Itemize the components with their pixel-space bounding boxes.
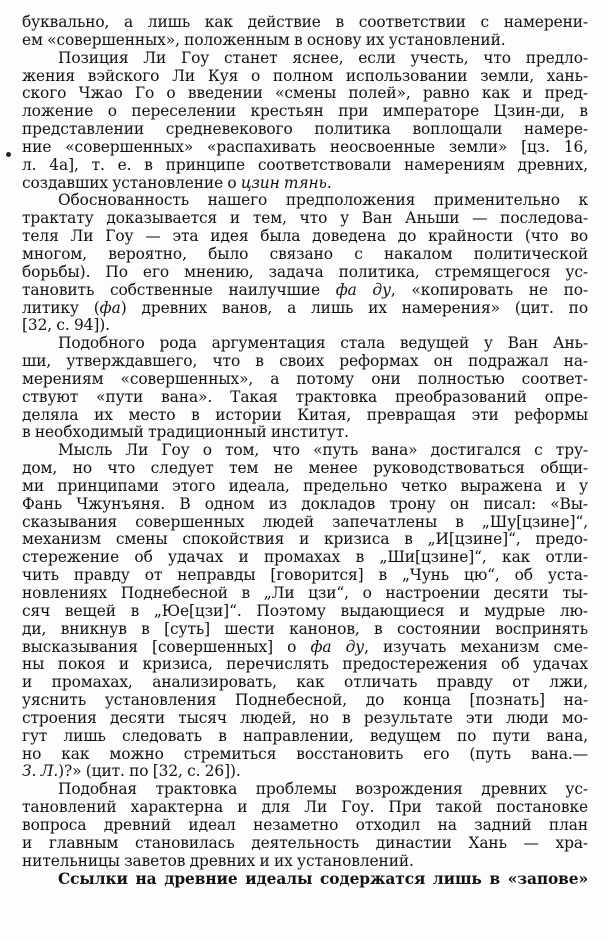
text-line: но как можно стремиться восстановить его (путь вана.— bbox=[22, 744, 588, 763]
text-line: литику (фа) древних ванов, а лишь их намерения» (цит. по bbox=[22, 298, 588, 317]
text-line: представлении средневекового политика воплощали намере- bbox=[22, 120, 588, 139]
text-line: чить правду от неправды [говорится] в „Чунь цю“, об уста- bbox=[22, 566, 588, 585]
text-line: и главным становилась деятельность династии Хань — хра- bbox=[22, 833, 588, 852]
text-line: [32, с. 94]). bbox=[22, 316, 110, 335]
text-line: механизм смены спокойствия и кризиса в „И[цзине]“, предо- bbox=[22, 530, 588, 549]
text-line: тановить собственные наилучшие фа ду, «копировать не по- bbox=[22, 280, 588, 299]
text-line: вопроса древний идеал незаметно отходил на задний план bbox=[22, 815, 588, 834]
text-line: борьбы). По его мнению, задача политика, стремящегося ус- bbox=[22, 262, 588, 281]
text-line: Обоснованность нашего предположения применительно к bbox=[58, 191, 588, 210]
text-line: теля Ли Гоу — эта идея была доведена до крайности (что во bbox=[22, 227, 588, 246]
text-line: ши, утверждавшего, что в своих реформах он подражал на- bbox=[22, 352, 588, 371]
text-line: многом, вероятно, было связано с накалом политической bbox=[22, 244, 588, 263]
body-text bbox=[22, 14, 588, 888]
text-line: Ссылки на древние идеалы содержатся лишь в «запове» bbox=[58, 869, 588, 888]
text-line: сказывания совершенных людей запечатлены в „Шу[цзине]“, bbox=[22, 512, 588, 531]
text-line: ствуют «пути вана». Такая трактовка преобразований опре- bbox=[22, 387, 588, 406]
text-line: высказывания [совершенных] о фа ду, изучать механизм сме- bbox=[22, 637, 588, 656]
text-line: тановлений характерна и для Ли Гоу. При такой постановке bbox=[22, 798, 588, 817]
text-line: З. Л.)?» (цит. по [32, с. 26]). bbox=[22, 762, 241, 781]
text-line: и промахах, анализировать, как отличать правду от лжи, bbox=[22, 673, 588, 692]
text-line: ние «совершенных» «распахивать неосвоенные земли» [цз. 16, bbox=[22, 137, 588, 156]
text-line: Мысль Ли Гоу о том, что «путь вана» достигался с тру- bbox=[58, 441, 588, 460]
text-line: ны покоя и кризиса, перечислять предостережения об удачах bbox=[22, 655, 588, 674]
text-line: деляла их место в истории Китая, превращая эти реформы bbox=[22, 405, 588, 424]
text-line: в необходимый традиционный институт. bbox=[22, 423, 349, 442]
text-line: ди, вникнув в [суть] шести канонов, в состоянии воспринять bbox=[22, 619, 588, 638]
text-line: уяснить установления Поднебесной, до конца [познать] на- bbox=[22, 691, 588, 710]
text-line: новлениях Поднебесной в „Ли цзи“, о настроении десяти ты- bbox=[22, 584, 588, 602]
text-line: Позиция Ли Гоу станет яснее, если учесть, что предло- bbox=[58, 48, 588, 67]
text-line: стережение об удачах и промахах в „Ши[цзине]“, как отли- bbox=[22, 548, 588, 567]
text-line: трактату доказывается и тем, что у Ван Аньши — последова- bbox=[22, 209, 588, 228]
marginal-ink-mark bbox=[6, 152, 11, 157]
text-line: гут лишь следовать в направлении, ведущем по пути вана, bbox=[22, 726, 588, 745]
text-line: Фань Чжунъяня. В одном из докладов трону он писал: «Вы- bbox=[22, 494, 588, 513]
text-line: строения десяти тысяч людей, но в результате эти люди мо- bbox=[22, 708, 588, 727]
text-line: ми принципами этого идеала, предельно четко выражена и у bbox=[22, 476, 588, 495]
text-line: Подобного рода аргументация стала ведущей у Ван Ань- bbox=[58, 334, 588, 353]
text-line: ского Чжао Го о введении «смены полей», равно как и пред- bbox=[22, 84, 588, 103]
text-line: ложение о переселении крестьян при императоре Цзин-ди, в bbox=[22, 102, 588, 121]
text-line: ем «совершенных», положенным в основу их установлений. bbox=[22, 30, 506, 49]
text-line: буквально, а лишь как действие в соответствии с намерени- bbox=[22, 13, 588, 31]
text-line: Подобная трактовка проблемы возрождения древних ус- bbox=[58, 780, 588, 799]
text-line: дом, но что следует тем не менее руководствоваться общи- bbox=[22, 459, 588, 478]
text-line: л. 4а], т. е. в принципе соответствовали намерениям древних, bbox=[22, 155, 588, 174]
text-line: мерениям «совершенных», а потому они полностью соответ- bbox=[22, 369, 588, 388]
text-line: создавших установление о цзин тянь. bbox=[22, 173, 332, 192]
text-line: нительницы заветов древних и их установлений. bbox=[22, 851, 414, 870]
text-line: жения вэйского Ли Куя о полном использовании земли, хань- bbox=[22, 66, 588, 85]
text-line: сяч вещей в „Юе[цзи]“. Поэтому выдающиеся и мудрые лю- bbox=[22, 601, 588, 620]
